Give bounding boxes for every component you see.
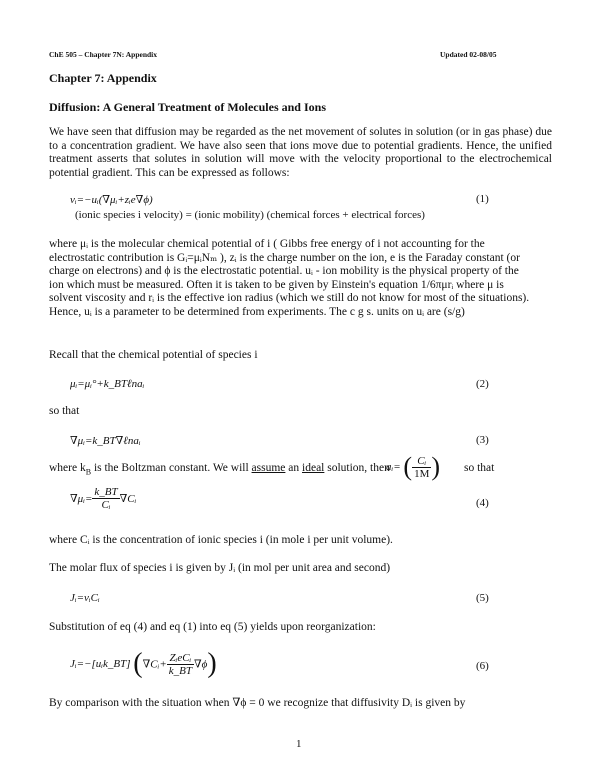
equation-6-mid: ∇Cᵢ+ [142,658,167,671]
chemical-potential-intro: Recall that the chemical potential of species i [49,349,258,361]
definitions-line-5: solvent viscosity and rᵢ is the effective ion radius (which we still do not know for most of the situations). [49,292,530,305]
activity-open-paren: ( [403,452,413,481]
activity-close-paren: ) [431,452,441,481]
substitution-sentence: Substitution of eq (4) and eq (1) into eq (5) yields upon reorganization: [49,621,376,633]
equation-6-number: (6) [476,660,489,672]
equation-1: vᵢ=−uᵢ(∇μᵢ+zᵢe∇ϕ) [70,194,153,206]
intro-paragraph: We have seen that diffusion may be regarded as the net movement of solutes in solution (or in gas phase) due to a concentration gradient. We have also seen that ions move due to potential gradients. Hence, the unified treatment asserts that solutes in solution will move with the velocity proportional to the electrochemical potential gradient. This can be expressed as follows: [49,126,552,179]
running-header-left: ChE 505 – Chapter 7N: Appendix [49,50,158,59]
equation-5: Jᵢ=vᵢCᵢ [70,592,100,604]
equation-4-rhs: ∇Cᵢ [119,493,137,505]
activity-denominator: 1M [414,467,430,480]
equation-2-number: (2) [476,378,489,390]
activity-fraction [412,455,431,480]
activity-equation [386,452,440,482]
equation-3-number: (3) [476,434,489,446]
equation-4-denominator: Cᵢ [101,499,111,511]
equation-2: μᵢ=μᵢ°+k_BTℓnaᵢ [70,378,145,390]
page-number: 1 [296,738,302,750]
equation-4-number: (4) [476,497,489,509]
definitions-line-1: where μᵢ is the molecular chemical potential of i ( Gibbs free energy of i not accounting for the [49,238,485,250]
equation-4 [70,486,136,511]
so-that-inline: so that [464,462,495,474]
ideal-solution-text-3: an [285,462,303,474]
activity-numerator: Cᵢ [412,455,431,468]
assume-word: assume [251,462,286,474]
equation-6-denominator: k_BT [168,664,192,677]
equation-6-numerator: ZᵢeCᵢ [167,652,194,665]
equation-1-caption: (ionic species i velocity) = (ionic mobility) (chemical forces + electrical forces) [75,209,425,221]
ideal-solution-text-4: solution, then [324,462,390,474]
running-header-right: Updated 02-08/05 [440,50,497,59]
so-that-text: so that [49,405,80,417]
equation-4-lhs: ∇μᵢ= [70,493,93,505]
definitions-line-6: Hence, uᵢ is a parameter to be determined from experiments. The c g s. units on uᵢ are (s/g) [49,305,465,318]
equation-5-number: (5) [476,592,489,604]
diffusivity-sentence: By comparison with the situation when ∇ϕ = 0 we recognize that diffusivity Dᵢ is given by [49,697,466,709]
equation-6-lhs: Jᵢ=−[uᵢk_BT] [70,658,131,670]
molar-flux-sentence: The molar flux of species i is given by Jᵢ (in mol per unit area and second) [49,562,391,574]
definitions-line-3: charge on electrons) and ϕ is the electrostatic potential. uᵢ - ion mobility is the physical property of the [49,265,519,278]
ideal-solution-sentence [49,462,390,476]
equation-3: ∇μᵢ=k_BT∇ℓnaᵢ [70,435,141,447]
definitions-line-2: electrostatic contribution is Gᵢ=μᵢNₘ ), zᵢ is the charge number on the ion, e is the Faraday constant (or [49,251,520,264]
ideal-solution-text-2: is the Boltzman constant. We will [91,462,252,474]
equation-4-fraction [92,486,119,511]
activity-lhs: aᵢ= [386,461,401,473]
equation-1-number: (1) [476,193,489,205]
equation-6 [70,648,217,680]
ideal-solution-subscript: B [85,467,92,477]
section-heading: Diffusion: A General Treatment of Molecules and Ions [49,100,326,114]
equation-6-open-paren: ( [133,648,143,679]
ideal-solution-text-1: where k [49,462,86,474]
definitions-paragraph [49,238,552,320]
equation-6-rhs: ∇ϕ [194,658,208,671]
concentration-definition: where Cᵢ is the concentration of ionic species i (in mole i per unit volume). [49,534,393,546]
ideal-word: ideal [302,462,325,474]
definitions-line-4: ion which must be measured. Often it is taken to be given by Einstein's equation 1/6πμrᵢ where μ is [49,278,504,291]
equation-6-close-paren: ) [207,648,217,679]
equation-4-numerator: k_BT [94,486,118,498]
chapter-title: Chapter 7: Appendix [49,71,157,85]
equation-6-fraction [167,652,194,677]
